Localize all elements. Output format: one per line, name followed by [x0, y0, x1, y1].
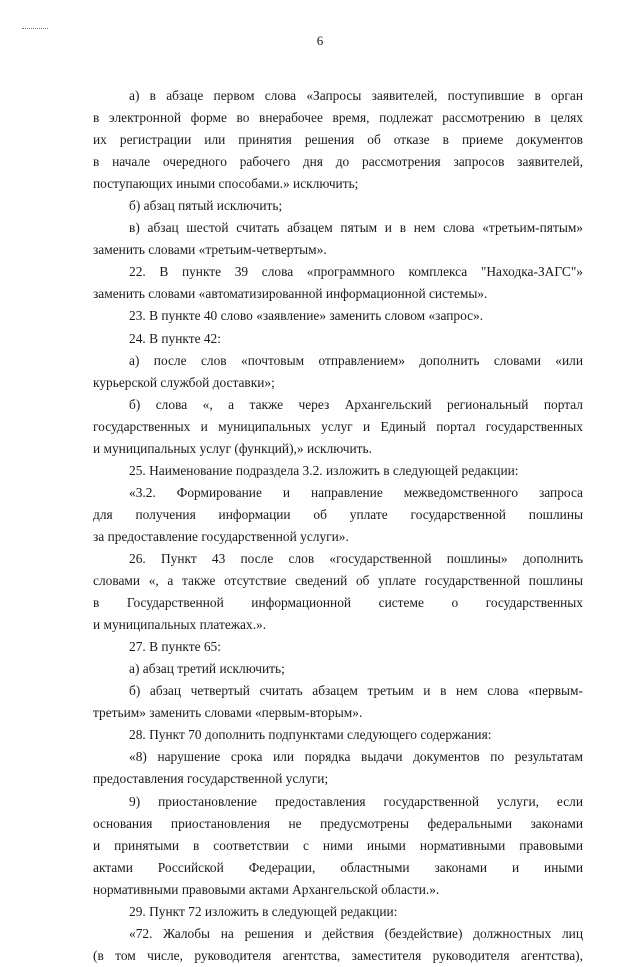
text-line: а) в абзаце первом слова «Запросы заявителей, поступившие в орган	[129, 88, 583, 103]
document-body	[93, 85, 583, 967]
text-line: 24. В пункте 42:	[129, 330, 221, 346]
text-line: и принятыми в соответствии с ними иными нормативными правовыми	[93, 837, 583, 853]
text-line: 9) приостановление предоставления государственной услуги, если	[129, 793, 583, 809]
page-number: 6	[316, 33, 324, 48]
text-line: 26. Пункт 43 после слов «государственной пошлины» дополнить	[129, 550, 583, 566]
text-line: б) абзац пятый исключить;	[129, 198, 283, 214]
text-line: поступающих иными способами.» исключить;	[93, 176, 359, 192]
text-line: а) после слов «почтовым отправлением» дополнить словами «или	[129, 352, 583, 368]
text-line: и муниципальных услуг (функций),» исключить.	[93, 440, 372, 456]
text-line: 29. Пункт 72 изложить в следующей редакции:	[129, 903, 398, 919]
text-line: в начале очередного рабочего дня до рассмотрения запросов заявителей,	[93, 154, 583, 170]
text-line: третьим» заменить словами «первым-вторым».	[93, 705, 363, 721]
scan-corner-mark	[22, 28, 48, 29]
text-line: государственных и муниципальных услуг и Единый портал государственных	[93, 418, 583, 434]
text-line: заменить словами «автоматизированной информационной системы».	[93, 286, 488, 302]
text-line: 28. Пункт 70 дополнить подпунктами следующего содержания:	[129, 727, 492, 743]
text-line: в) абзац шестой считать абзацем пятым и в нем слова «третьим-пятым»	[129, 220, 583, 236]
text-line: словами «, а также отсутствие сведений об уплате государственной пошлины	[93, 573, 583, 589]
text-line: «72. Жалобы на решения и действия (бездействие) должностных лиц	[129, 925, 583, 941]
text-line: за предоставление государственной услуги».	[93, 528, 349, 544]
text-line: для получения информации об уплате государственной пошлины	[93, 506, 583, 522]
text-line: заменить словами «третьим-четвертым».	[93, 242, 327, 258]
text-line: а) абзац третий исключить;	[129, 661, 285, 677]
text-line: нормативными правовыми актами Архангельской области.».	[93, 881, 440, 897]
text-line: предоставления государственной услуги;	[93, 771, 329, 787]
text-line: 27. В пункте 65:	[129, 639, 221, 655]
text-line: основания приостановления не предусмотрены федеральными законами	[93, 815, 583, 831]
text-line: актами Российской Федерации, областными законами и иными	[93, 859, 583, 875]
text-line: «3.2. Формирование и направление межведомственного запроса	[129, 484, 583, 500]
text-line: 22. В пункте 39 слова «программного комплекса "Находка-ЗАГС"»	[129, 264, 583, 280]
text-line: б) абзац четвертый считать абзацем третьим и в нем слова «первым-	[129, 683, 583, 699]
text-line: 23. В пункте 40 слово «заявление» заменить словом «запрос».	[129, 308, 484, 324]
text-line: в Государственной информационной системе о государственных	[93, 595, 583, 611]
text-line: их регистрации или принятия решения об отказе в приеме документов	[93, 132, 583, 148]
text-line: б) слова «, а также через Архангельский региональный портал	[129, 396, 583, 412]
text-line: и муниципальных платежах.».	[93, 617, 267, 633]
text-line: курьерской службой доставки»;	[93, 374, 275, 390]
text-line: в электронной форме во внерабочее время, подлежат рассмотрению в целях	[93, 110, 583, 126]
text-line: (в том числе, руководителя агентства, заместителя руководителя агентства),	[93, 947, 583, 963]
text-line: 25. Наименование подраздела 3.2. изложить в следующей редакции:	[129, 462, 519, 478]
text-line: «8) нарушение срока или порядка выдачи документов по результатам	[129, 749, 583, 765]
